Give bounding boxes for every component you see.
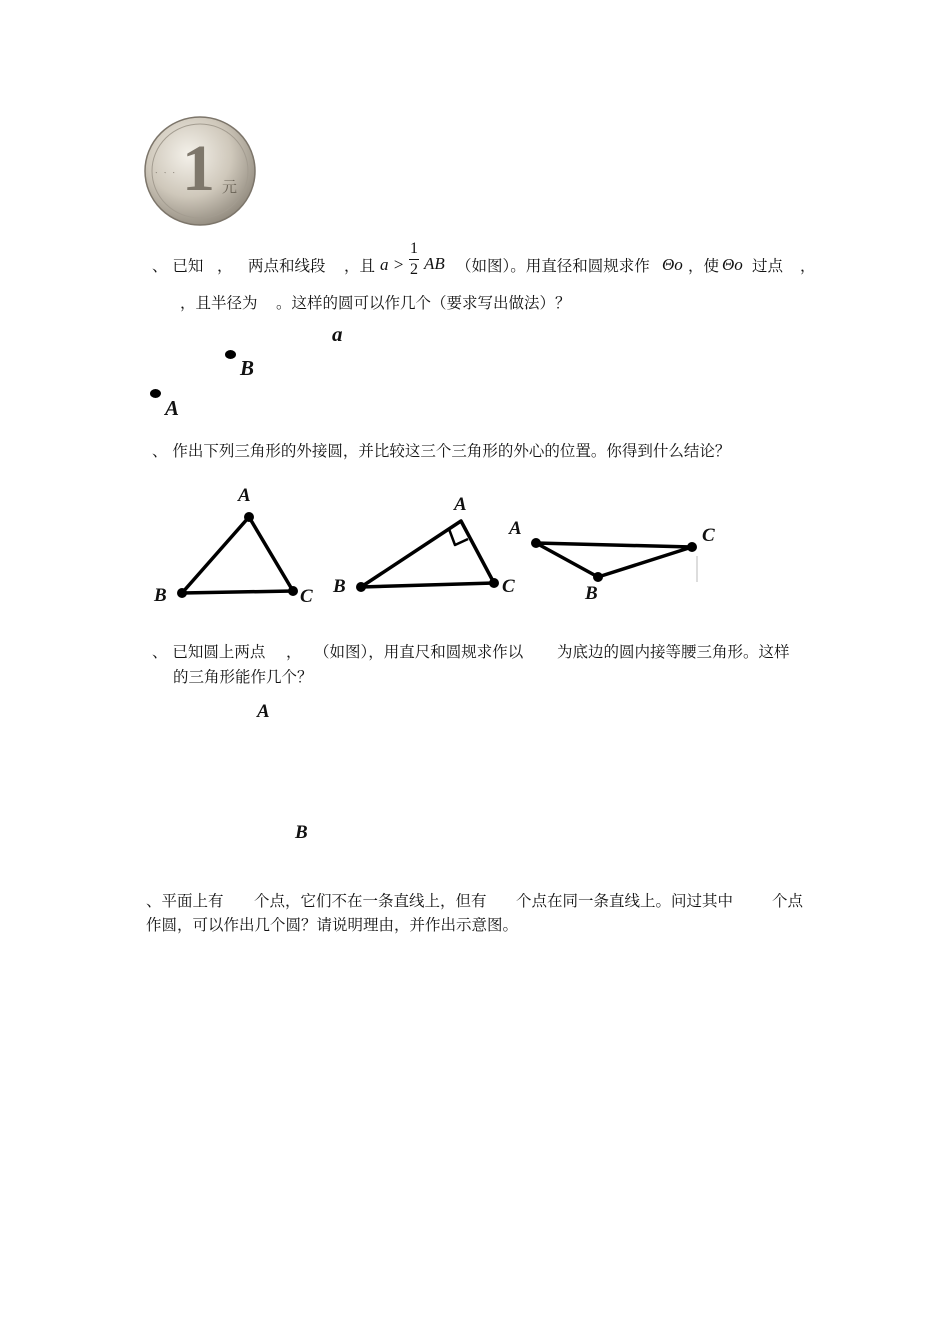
t2-label-B: B [333, 576, 346, 597]
t3-vertex-A [531, 538, 541, 548]
t1-label-C: C [300, 586, 313, 607]
p4-line2: 作圆，可以作出几个圆？请说明理由，并作出示意图。 [146, 916, 519, 934]
p1-frac-den: 2 [410, 261, 418, 278]
p1-math-a-gt: a > [380, 255, 405, 274]
p3-seg1: 、 已知圆上两点 [152, 643, 266, 661]
t3-vertex-C [687, 542, 697, 552]
p1-theta-o1: Θo [662, 255, 683, 274]
t2-label-A: A [454, 494, 467, 515]
triangle-1-outline [182, 517, 293, 593]
p1-label-A: A [165, 396, 180, 420]
p1-theta-o2: Θo [722, 255, 743, 274]
p3-seg2: ， [286, 643, 302, 661]
p1-seg7: 过点 [752, 257, 784, 275]
p4-seg2: 个点，它们不在一条直线上，但有 [254, 892, 487, 910]
triangle-2 [361, 521, 494, 587]
p1-line2a: ，且半径为 [180, 294, 258, 312]
p1-seg1: 、 已知 [152, 257, 204, 275]
t1-vertex-C [288, 586, 298, 596]
svg-text:ᆞᆞᆞ: ᆞᆞᆞ [152, 169, 179, 179]
t3-label-C: C [702, 525, 715, 546]
p1-seg4: ，且 [344, 257, 376, 275]
t2-vertex-C [489, 578, 499, 588]
p1-line2b: 。这样的圆可以作几个（要求写出做法）？ [276, 294, 571, 312]
p3-label-B: B [295, 822, 308, 843]
p3-line2: 的三角形能作几个？ [173, 668, 313, 686]
p4-seg3: 个点在同一条直线上。问过其中 [516, 892, 734, 910]
triangle-3 [536, 543, 692, 577]
triangle-2-outline [361, 521, 494, 587]
p1-seg6: ，使 [688, 257, 720, 275]
p1-seg5: （如图）。用直径和圆规求作 [456, 257, 650, 275]
p4-seg1: 、平面上有 [146, 892, 224, 910]
p2-text: 、 作出下列三角形的外接圆，并比较这三个三角形的外心的位置。你得到什么结论？ [152, 442, 731, 460]
p1-label-B: B [240, 356, 255, 380]
p1-seg2: ， [217, 257, 233, 275]
p4-seg4: 个点 [772, 892, 804, 910]
triangle-1 [182, 517, 293, 593]
t3-vertex-B [593, 572, 603, 582]
p1-seg3: 两点和线段 [248, 257, 326, 275]
t2-vertex-B [356, 582, 366, 592]
coin-unit: 元 [222, 178, 238, 196]
t3-label-A: A [509, 518, 522, 539]
p1-math-ab: AB [424, 254, 445, 273]
triangle-3-outline [536, 543, 692, 577]
p1-label-a: a [332, 322, 343, 346]
t1-vertex-A [244, 512, 254, 522]
p3-seg4: 为底边的圆内接等腰三角形。这样 [557, 643, 790, 661]
p3-seg3: （如图），用直尺和圆规求作以 [314, 643, 524, 661]
t3-label-B: B [585, 583, 598, 604]
t1-vertex-B [177, 588, 187, 598]
coin-denomination: 1 [182, 132, 215, 205]
t2-label-C: C [502, 576, 515, 597]
p1-seg8: ， [800, 257, 816, 275]
p3-label-A: A [257, 701, 270, 722]
p1-frac-num: 1 [410, 240, 418, 257]
t1-label-A: A [238, 485, 251, 506]
t1-label-B: B [154, 585, 167, 606]
